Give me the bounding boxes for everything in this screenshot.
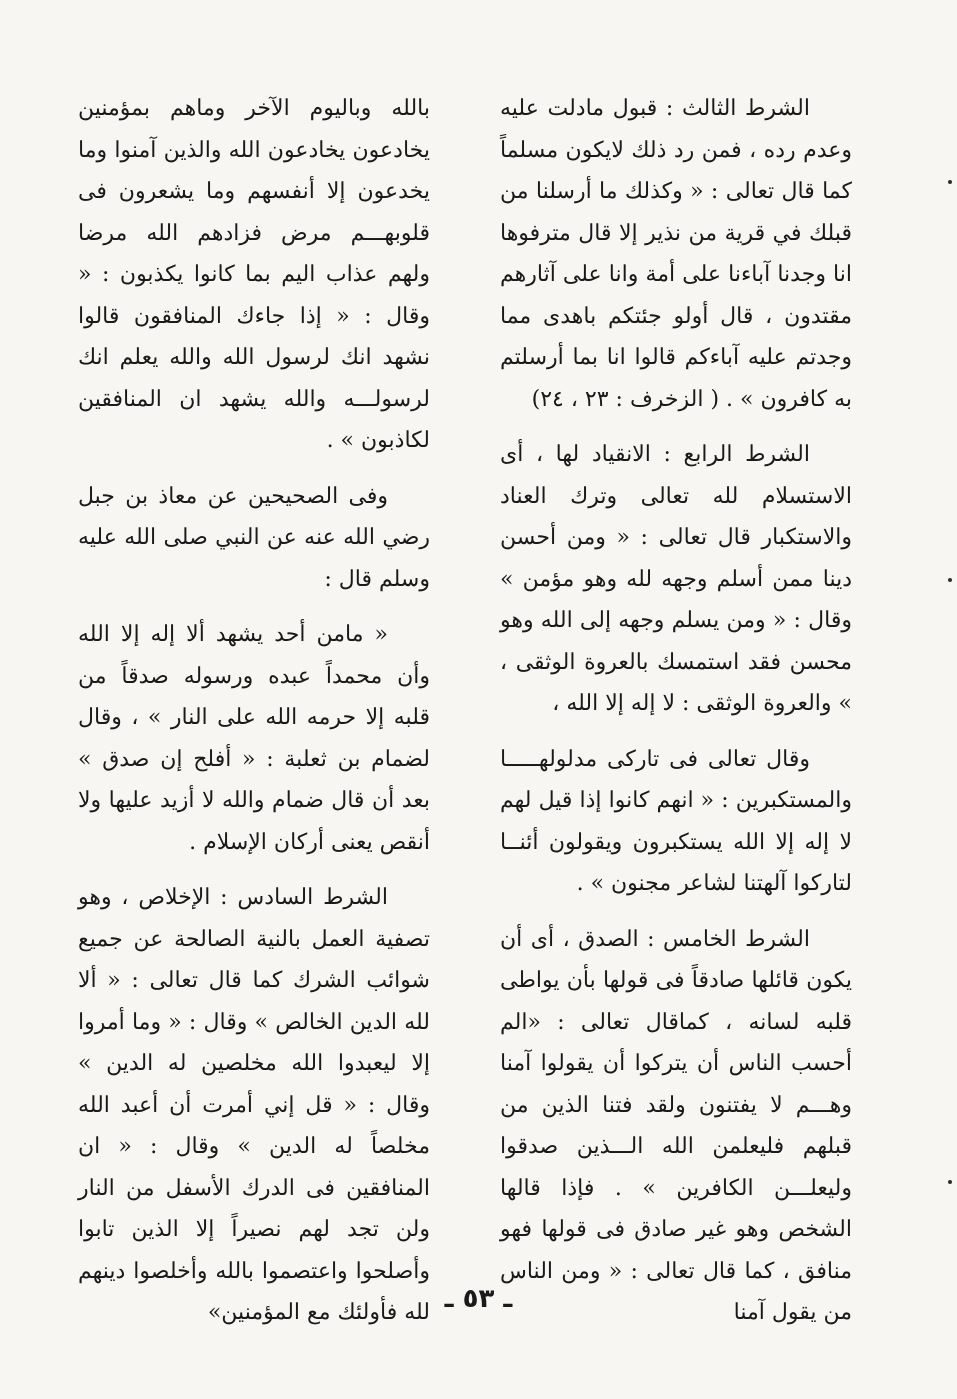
margin-mark [948,1180,952,1184]
right-column [500,88,852,1334]
left-column [78,88,430,1334]
paragraph-sahihain: وفى الصحيحين عن معاذ بن جبل رضي الله عنه عن النبي صلى الله عليه وسلم قال : [78,483,430,592]
paragraph-fifth-condition: الشرط الخامس : الصدق ، أى أن يكون قائلها صادقاً فى قولها بأن يواطى قلبه لسانه ، كماقال تعالى : «الم أحسب الناس أن يتركوا أن يقولوا آمنا وهـــم لا يفتنون ولقد فتنا الذين من قبلهم فليعلمن الله الـــذين صدقوا وليعلـــن الكافرين » . فإذا قالها الشخص وهو غير صادق فى قولها فهو منافق ، كما قال تعالى : « ومن الناس من يقول آمنا [500,926,852,1325]
paragraph-hadith: « مامن أحد يشهد ألا إله إلا الله وأن محمداً عبده ورسوله صدقاً من قلبه إلا حرمه الله على النار » ، وقال لضمام بن ثعلبة : « أفلح إن صدق » بعد أن قال ضمام والله لا أزيد عليها ولا أنقص يعنى أركان الإسلام . [78,622,430,855]
paragraph-third-condition: الشرط الثالث : قبول مادلت عليه وعدم رده ، فمن رد ذلك لايكون مسلماً كما قال تعالى : « وكذلك ما أرسلنا من قبلك في قرية من نذير إلا قال مترفوها انا وجدنا آباءنا على أمة وانا على آثارهم مقتدون ، قال أولو جئتكم باهدى مما وجدتم عليه آباءكم قالوا انا بما أرسلتم به كافرون » . ( الزخرف : ٢٣ ، ٢٤) [500,96,852,412]
margin-mark [948,578,952,582]
paragraph-sixth-condition: الشرط السادس : الإخلاص ، وهو تصفية العمل بالنية الصالحة عن جميع شوائب الشرك كما قال تعالى : « ألا لله الدين الخالص » وقال : « وما أمروا إلا ليعبدوا الله مخلصين له الدين » وقال : « قل إني أمرت أن أعبد الله مخلصاً له الدين » وقال : « ان المنافقين فى الدرك الأسفل من النار ولن تجد لهم نصيراً إلا الذين تابوا وأصلحوا واعتصموا بالله وأخلصوا دينهم لله فأولئك مع المؤمنين» [78,885,430,1325]
paragraph-deniers: وقال تعالى فى تاركى مدلولهـــــا والمستكبرين : « انهم كانوا إذا قيل لهم لا إله إلا الله يستكبرون ويقولون أئنــا لتاركوا آلهتنا لشاعر مجنون » . [500,746,852,896]
paragraph-hypocrites: بالله وباليوم الآخر وماهم بمؤمنين يخادعون يخادعون الله والذين آمنوا وما يخدعون إلا أنفسهم وما يشعرون فى قلوبهـــم مرض فزادهم الله مرضا ولهم عذاب اليم بما كانوا يكذبون : « وقال : « إذا جاءك المنافقون قالوا نشهد انك لرسول الله والله يعلم انك لرسولـــه والله يشهد ان المنافقين لكاذبون » . [78,96,430,453]
margin-mark [948,180,952,184]
page-number: ـ ٥٣ ـ [444,1284,513,1314]
paragraph-fourth-condition: الشرط الرابع : الانقياد لها ، أى الاستسلام لله تعالى وترك العناد والاستكبار قال تعالى : « ومن أحسن دينا ممن أسلم وجهه لله وهو مؤمن » وقال : « ومن يسلم وجهه إلى الله وهو محسن فقد استمسك بالعروة الوثقى ، » والعروة الوثقى : لا إله إلا الله ، [500,442,852,716]
